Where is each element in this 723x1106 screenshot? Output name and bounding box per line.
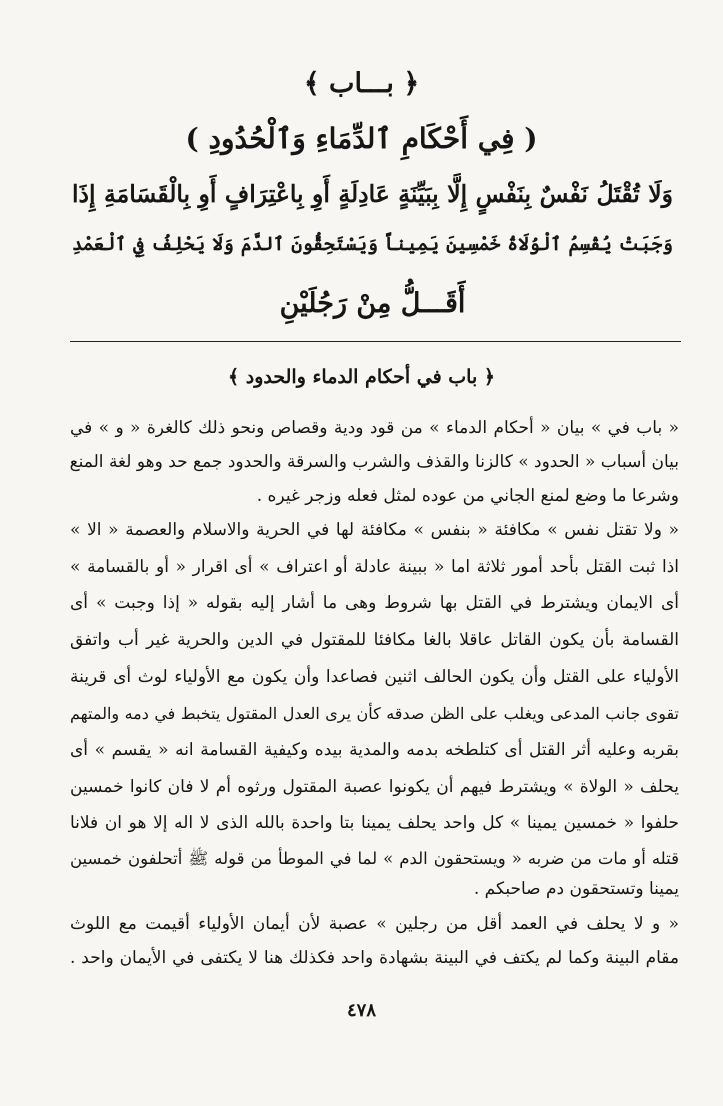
- commentary-line: حلفوا « خمسين يمينا » كل واحد يحلف يمينا بتا واحدة بالله الذى لا اله إلا هو ان فلانا: [70, 813, 679, 833]
- commentary-heading: ﴿ باب في أحكام الدماء والحدود ﴾: [228, 366, 495, 388]
- commentary-line: « ولا تقتل نفس » مكافئة « بنفس » مكافئة لها في الحرية والاسلام والعصمة « الا »: [70, 520, 679, 540]
- commentary-line: « باب في » بيان « أحكام الدماء » من قود ودية وقصاص ونحو ذلك كالغرة « و » في: [70, 418, 679, 438]
- page-number: ٤٧٨: [346, 1000, 376, 1021]
- commentary-line: يمينا وتستحقون دم صاحبكم .: [473, 879, 679, 899]
- commentary-line: الأولياء على القتل وأن يكون الحالف اثنين فصاعدا وأن يكون مع الأولياء لوث أى قرينة: [70, 667, 679, 687]
- commentary-line: قتله أو مات من ضربه « ويستحقون الدم » لما في الموطأ من قوله ﷺ أتحلفون خمسين: [70, 849, 679, 868]
- matn-line: أَقَـــلُّ مِنْ رَجُلَيْنِ: [279, 288, 466, 319]
- commentary-line: أى الايمان ويشترط في القتل بها شروط وهى ما أشار إليه بقوله « إذا وجبت » أى: [70, 593, 679, 613]
- commentary-line: اذا ثبت القتل بأحد أمور ثلاثة اما « ببينة عادلة أو اعتراف » أى اقرار « أو بالقسامة »: [70, 557, 679, 577]
- chapter-subheading: ( فِي أَحْكَامِ ٱلدِّمَاءِ وَٱلْحُدُودِ ): [185, 122, 538, 155]
- commentary-line: يحلف « الولاة » ويشترط فيهم أن يكونوا عصبة المقتول ورثوه أم لا فان كانوا خمسين: [70, 777, 679, 797]
- commentary-line: « و لا يحلف في العمد أقل من رجلين » عصبة لأن أيمان الأولياء أقيمت مع اللوث: [70, 914, 679, 934]
- commentary-line: مقام البينة وكما لم يكتف في البينة بشهادة واحد فكذلك هنا لا يكتفى في الأيمان واحد .: [70, 948, 679, 968]
- commentary-line: القسامة بأن يكون القاتل عاقلا بالغا مكافئا للمقتول في الدين والحرية غير أب واتفق: [70, 630, 679, 650]
- matn-line: وَلَا تُقْتَلُ نَفْسٌ بِنَفْسٍ إِلَّا بِبَيِّنَةٍ عَادِلَةٍ أَوِ بِاعْتِرَافٍ أَوِ بِالْقَسَامَةِ إِذَا: [72, 180, 673, 208]
- commentary-line: بيان أسباب « الحدود » كالزنا والقذف والشرب والسرقة والحدود جمع حد وهو لغة المنع: [69, 452, 679, 472]
- matn-line: وَجَبَتْ يُقْسِمُ ٱلْوُلَاةُ خَمْسِينَ يَمِيناً وَيَسْتَحِقُّونَ ٱلدَّمَ وَلَا يَحْلِفُ فِي ٱلْعَمْدِ: [72, 234, 673, 255]
- commentary-line: تقوى جانب المدعى ويغلب على الظن صدقه كأن يرى العدل المقتول يتخبط في دمه والمتهم: [70, 704, 679, 723]
- commentary-line: وشرعا ما وضع لمنع الجاني من عوده لمثل فعله وزجر غيره .: [256, 486, 679, 506]
- chapter-heading: ﴿ بـــاب ﴾: [303, 68, 420, 99]
- commentary-line: بقربه وعليه أثر القتل أى كتلطخه بدمه والمدية بيده وكيفية القسامة انه « يقسم » أى: [70, 740, 679, 760]
- section-divider: [70, 341, 681, 342]
